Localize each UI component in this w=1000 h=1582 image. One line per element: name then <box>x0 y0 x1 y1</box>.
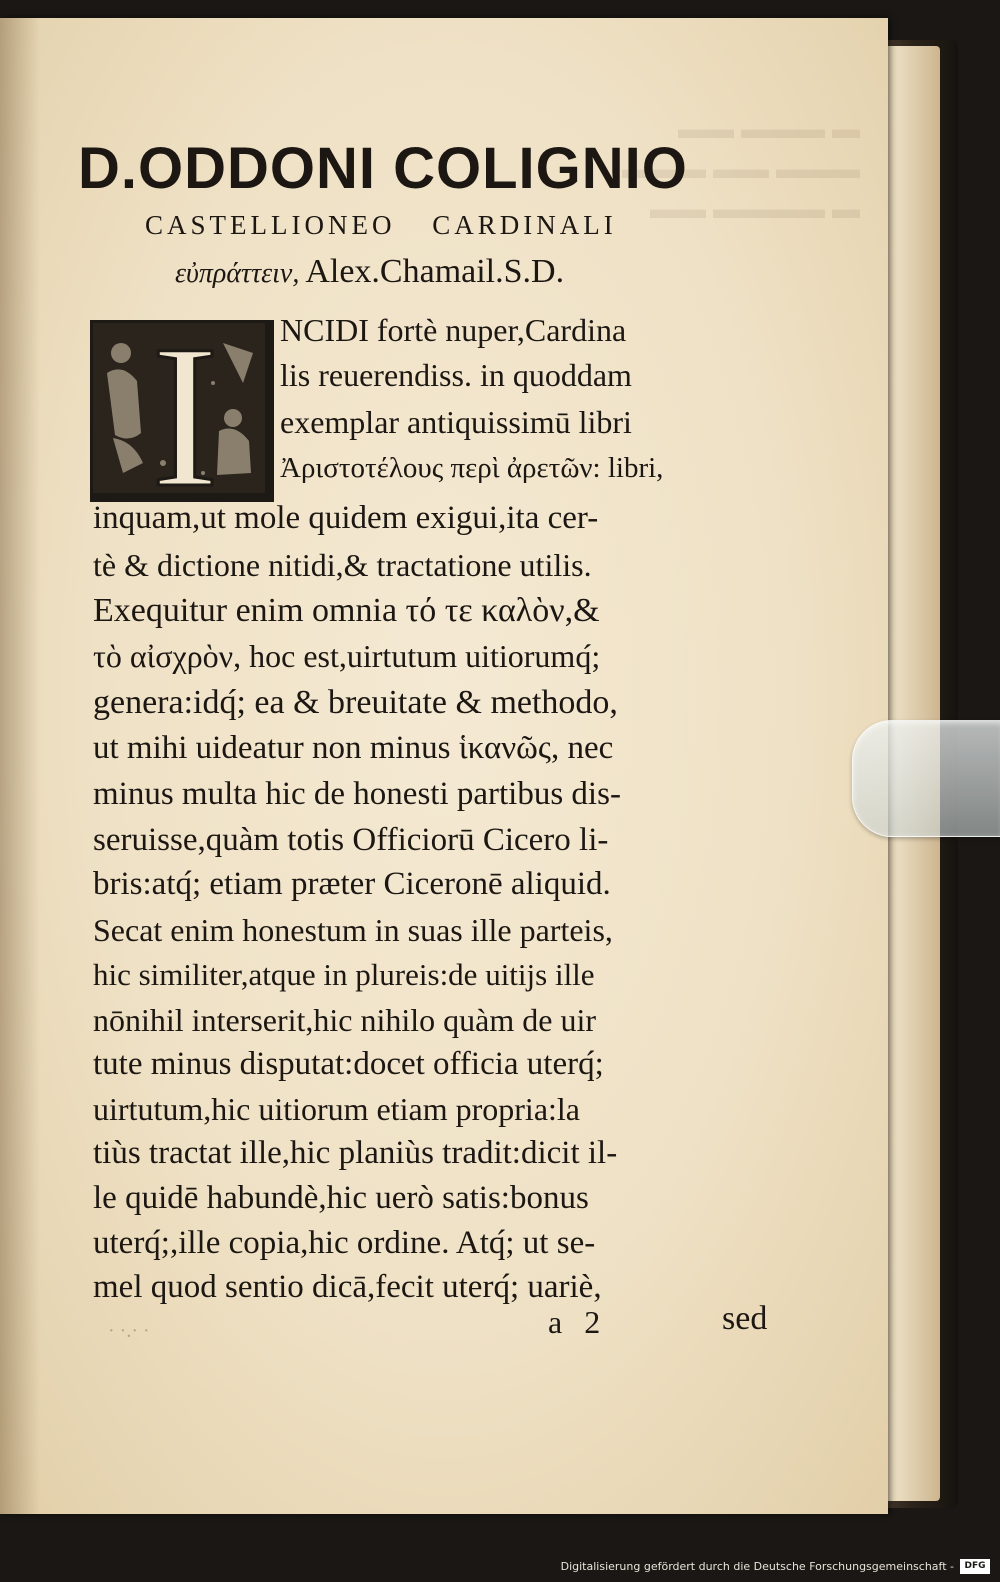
body-line: Ἀριστοτέλους περὶ ἀρετῶν: libri, <box>280 452 664 484</box>
dedication-subtitle: CASTELLIONEO CARDINALI <box>145 210 617 240</box>
body-line: τὸ αἰσχρὸν, hoc est,uirtutum uitiorumq́; <box>93 638 601 674</box>
salutation-line <box>175 253 775 291</box>
body-line: lis reuerendiss. in quoddam <box>280 357 632 393</box>
body-line: exemplar antiquissimū libri <box>280 404 632 440</box>
page-clip <box>852 720 1000 837</box>
body-line: nōnihil interserit,hic nihilo quàm de uir <box>93 1002 597 1038</box>
body-line: tè & dictione nitidi,& tractatione utilis. <box>93 547 592 583</box>
body-line: uirtutum,hic uitiorum etiam propria:la <box>93 1091 580 1127</box>
body-line: NCIDI fortè nuper,Cardina <box>280 312 627 348</box>
body-line: Secat enim honestum in suas ille parteis, <box>93 912 613 948</box>
body-line: bris:atq́; etiam præter Ciceronē aliquid. <box>93 866 611 902</box>
body-line: minus multa hic de honesti partibus dis- <box>93 776 621 812</box>
signature-mark: a 2 <box>548 1304 601 1340</box>
body-line: tiùs tractat ille,hic planiùs tradit:dicit il- <box>93 1135 618 1171</box>
dfg-logo: DFG <box>960 1559 990 1574</box>
body-line: mel quod sentio dicā,fecit uterq́; uariè, <box>93 1269 602 1305</box>
body-line: tute minus disputat:docet officia uterq́; <box>93 1046 604 1082</box>
body-line: inquam,ut mole quidem exigui,ita cer- <box>93 500 599 536</box>
initial-letter: I <box>150 323 220 493</box>
body-line: Exequitur enim omnia τό τε καλὸν,& <box>93 592 600 629</box>
salutation-latin: Alex.Chamail.S.D. <box>305 253 565 290</box>
catchword: sed <box>722 1300 768 1337</box>
body-line: hic similiter,atque in plureis:de uitijs ille <box>93 957 595 992</box>
decorated-initial <box>90 320 274 502</box>
salutation-greek: εὐπράττειν, <box>175 258 300 289</box>
dedication-title: D.ODDONI COLIGNIO <box>78 136 688 201</box>
page-gutter-shadow <box>0 18 40 1514</box>
body-line: le quidē habundè,hic uerò satis:bonus <box>93 1180 589 1216</box>
body-line: genera:idq́; ea & breuitate & methodo, <box>93 684 618 721</box>
show-through-bleed: ▬ ▬▬▬ ▬▬ ▬▬▬ ▬▬ ▬▬▬ ▬ ▬▬▬▬ ▬▬ <box>622 114 860 225</box>
footer-credit: Digitalisierung gefördert durch die Deutsche Forschungsgemeinschaft - <box>560 1560 954 1573</box>
body-line: seruisse,quàm totis Officiorū Cicero li- <box>93 822 609 858</box>
body-line: uterq́;,ille copia,hic ordine. Atq́; ut se- <box>93 1225 596 1261</box>
show-through-mark: · ·.· · <box>108 1320 150 1342</box>
body-line: ut mihi uideatur non minus ἱκανῶς, nec <box>93 730 614 766</box>
